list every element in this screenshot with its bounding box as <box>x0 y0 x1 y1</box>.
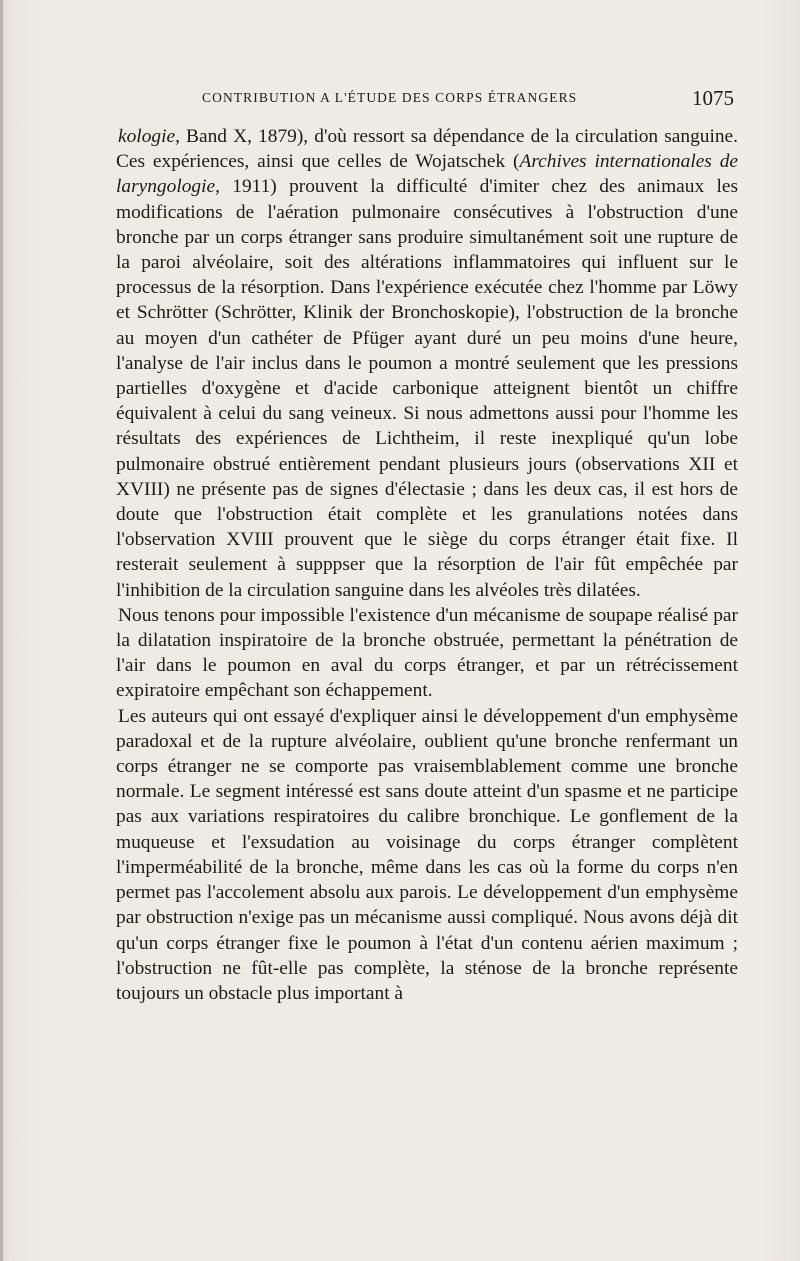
italic-text: kologie <box>118 126 176 147</box>
italic-text: Archives internationales de laryngologie <box>116 151 739 198</box>
paragraph-1 <box>116 124 738 603</box>
page-number: 1075 <box>692 86 734 110</box>
paragraph-2 <box>116 603 738 704</box>
page-binding-edge <box>0 0 3 1261</box>
text-segment: , 1911) prouvent la difficulté d'imiter chez des animaux les modifications de l'aération pulmonaire consécutives à l'obstruction d'une bronche par un corps étranger sans produire simultanément soit une rupture de la paroi alvéolaire, soit des altérations inflammatoires qui influent sur le processus de la résorption. Dans l'expérience exécutée chez l'homme par Löwy et Schrötter (Schrötter, Klinik der Bronchoskopie), l'obstruction de la bronche au moyen d'un cathéter de Pfüger ayant duré un peu moins d'une heure, l'analyse de l'air inclus dans le poumon a montré seulement que les pressions partielles d'oxygène et d'acide carbonique atteignent bientôt un chiffre équivalent à celui du sang veineux. Si nous admettons aussi pour l'homme les résultats des expériences de Lichtheim, il reste inexpliqué qu'un lobe pulmonaire obstrué entièrement pendant plusieurs jours (observations XII et XVIII) ne présente pas de signes d'électasie ; dans les deux cas, il est hors de doute que l'obstruction était complète et les granulations notées dans l'observation XVIII prouvent que le siège du corps étranger était fixe. Il resterait seulement à supppser que la résorption de l'air fût empêchée par l'inhibition de la circulation sanguine dans les alvéoles très dilatées. <box>116 176 738 601</box>
running-head-title: CONTRIBUTION A L'ÉTUDE DES CORPS ÉTRANGERS <box>202 90 578 105</box>
paragraph-3 <box>116 704 738 1006</box>
text-segment: Nous tenons pour impossible l'existence d'un mécanisme de soupape réalisé par la dilatation inspiratoire de la bronche obstruée, permettant la pénétration de l'air dans le poumon en aval du corps étranger, et par un rétrécissement expiratoire empêchant son échappement. <box>116 604 738 702</box>
text-segment: , Band X, 1879), d'où ressort sa dépendance de la circulation sanguine. Ces expériences, ainsi que celles de Wojatschek ( <box>116 126 738 173</box>
body-text <box>116 124 738 1006</box>
text-segment: Les auteurs qui ont essayé d'expliquer ainsi le développement d'un emphysème paradoxal et de la rupture alvéolaire, oublient qu'une bronche renfermant un corps étranger ne se comporte pas vraisemblablement comme une bronche normale. Le segment intéressé est sans doute atteint d'un spasme et ne participe pas aux variations respiratoires du calibre bronchique. Le gonflement de la muqueuse et l'exsudation au voisinage du corps étranger complètent l'imperméabilité de la bronche, même dans les cas où la forme du corps n'en permet pas l'accolement absolu aux parois. Le développement d'un emphysème par obstruction n'exige pas un mécanisme aussi compliqué. Nous avons déjà dit qu'un corps étranger fixe le poumon à l'état d'un contenu aérien maximum ; l'obstruction ne fût-elle pas complète, la sténose de la bronche représente toujours un obstacle plus important à <box>116 705 738 1004</box>
running-head <box>200 86 740 110</box>
